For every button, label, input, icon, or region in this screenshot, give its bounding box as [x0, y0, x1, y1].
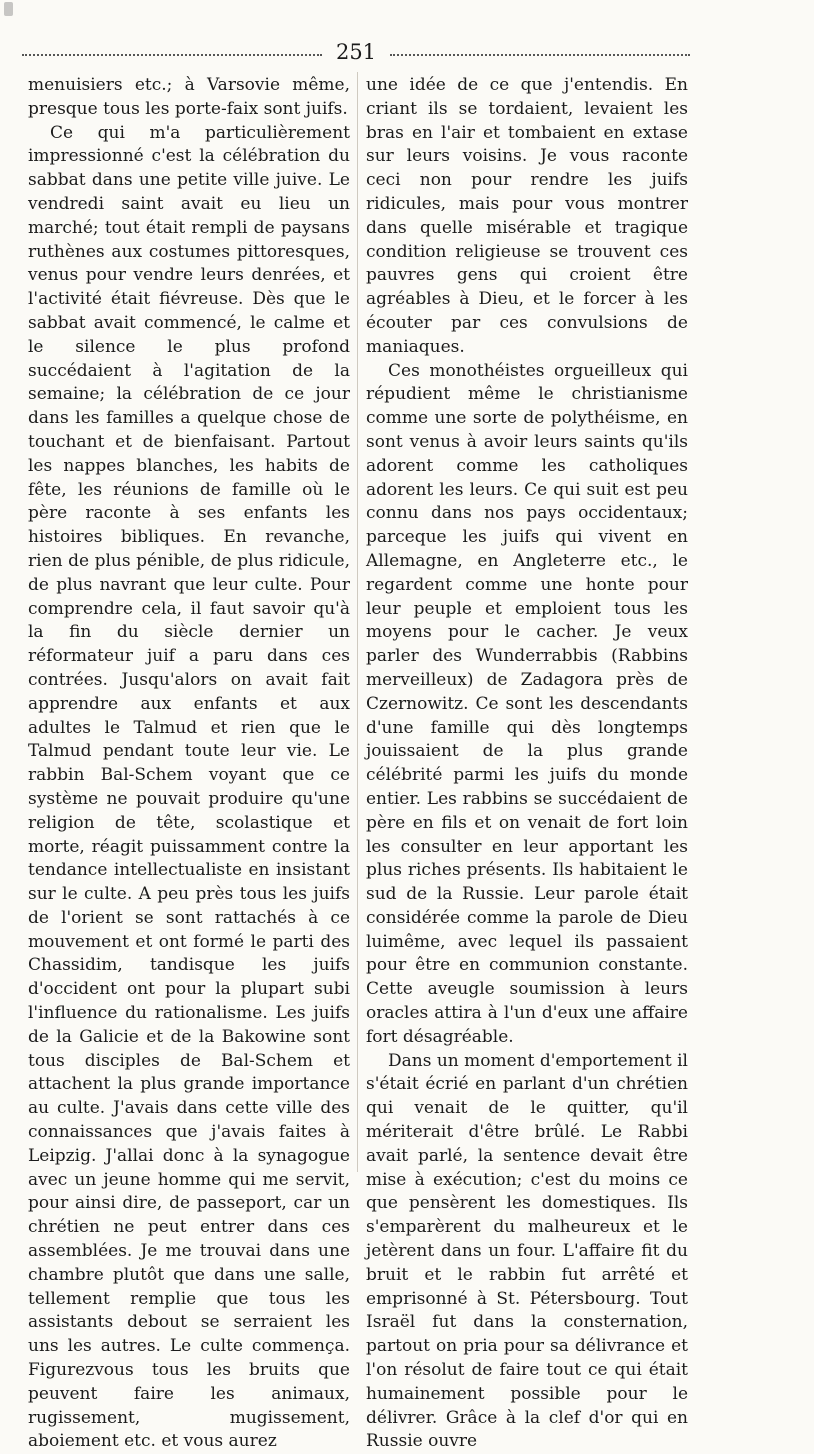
paragraph: Ce qui m'a particulièrement impressionné c'est la célébration du sabbat dans une petite ville juive. Le vendredi saint avait eu lieu un marché; tout était rempli de paysans ruthènes aux costumes pittoresques, venus pour vendre leurs denrées, et l'activité était fiévreuse. Dès que le sabbat avait commencé, le calme et le silence le plus profond succédaient à l'agitation de la semaine; la célébration de ce jour dans les familles a quelque chose de touchant et de bienfaisant. Partout les nappes blanches, les habits de fête, les réunions de famille où le père raconte à ses enfants les histoires bibliques. En revanche, rien de plus pénible, de plus ridicule, de plus navrant que leur culte. Pour comprendre cela, il faut savoir qu'à la fin du siècle dernier un réformateur juif a paru dans ces contrées. Jusqu'alors on avait fait apprendre aux enfants et aux adultes le Talmud et rien que le Talmud pendant toute leur vie. Le rabbin Bal-Schem voyant que ce système ne pouvait produire qu'une religion de tête, scolastique et morte, réagit puissamment contre la tendance intellectualiste en insistant sur le culte. A peu près tous les juifs de l'orient se sont rattachés à ce mouvement et ont formé le parti des Chassidim, tandisque les juifs d'occident ont pour la plupart subi l'influence du rationalisme. Les juifs de la Galicie et de la Bakowine sont tous disciples de Bal-Schem et attachent la plus grande importance au culte. J'avais dans cette ville des connaissances que j'avais faites à Leipzig. J'allai donc à la synagogue avec un jeune homme qui me servit, pour ainsi dire, de passeport, car un chrétien ne peut entrer dans ces assemblées. Je me trouvai dans une chambre plutôt que dans une salle, tellement remplie que tous les assistants debout se serraient les uns les autres. Le culte commença. Figurezvous tous les bruits que peuvent faire les animaux, rugissement, mugissement, aboiement etc. et vous aurez	[28, 122, 350, 1452]
header-rule-left	[22, 54, 322, 56]
paragraph: une idée de ce que j'entendis. En criant ils se tordaient, levaient les bras en l'air et tombaient en extase sur leurs voisins. Je vous raconte ceci non pour rendre les juifs ridicules, mais pour vous montrer dans quelle misérable et tragique condition religieuse se trouvent ces pauvres gens qui croient être agréables à Dieu, et le forcer à les écouter par ces convulsions de maniaques.	[366, 75, 688, 357]
left-column	[28, 74, 350, 1454]
paragraph: Dans un moment d'emportement il s'était écrié en parlant d'un chrétien qui venait de le quitter, qu'il mériterait d'être brûlé. Le Rabbi avait parlé, la sentence devait être mise à exécution; c'est du moins ce que pensèrent les domestiques. Ils s'emparèrent du malheureux et le jetèrent dans un four. L'affaire fit du bruit et le rabbin fut arrêté et emprisonné à St. Pétersbourg. Tout Israël fut dans la consternation, partout on pria pour sa délivrance et l'on résolut de faire tout ce qui était humainement possible pour le délivrer. Grâce à la clef d'or qui en Russie ouvre	[366, 1050, 688, 1452]
page-number: 251	[335, 40, 377, 64]
header-rule-right	[390, 54, 690, 56]
ink-speck	[4, 2, 13, 16]
page-header	[22, 40, 690, 68]
paragraph: Ces monothéistes orgueilleux qui répudient même le christianisme comme une sorte de polythéisme, en sont venus à avoir leurs saints qu'ils adorent comme les catholiques adorent les leurs. Ce qui suit est peu connu dans nos pays occidentaux; parceque les juifs qui vivent en Allemagne, en Angleterre etc., le regardent comme une honte pour leur peuple et emploient tous les moyens pour le cacher. Je veux parler des Wunderrabbis (Rabbins merveilleux) de Zadagora près de Czernowitz. Ce sont les descendants d'une famille qui dès longtemps jouissaient de la plus grande célébrité parmi les juifs du monde entier. Les rabbins se succédaient de père en fils et on venait de fort loin les consulter en leur apportant les plus riches présents. Ils habitaient le sud de la Russie. Leur parole était considérée comme la parole de Dieu luimême, avec lequel ils passaient pour être en communion constante. Cette aveugle soumission à leurs oracles attira à l'un d'eux une affaire fort désagréable.	[366, 360, 688, 1047]
right-column	[366, 74, 688, 1454]
column-divider	[357, 72, 358, 1172]
paragraph: menuisiers etc.; à Varsovie même, presque tous les porte-faix sont juifs.	[28, 75, 350, 119]
